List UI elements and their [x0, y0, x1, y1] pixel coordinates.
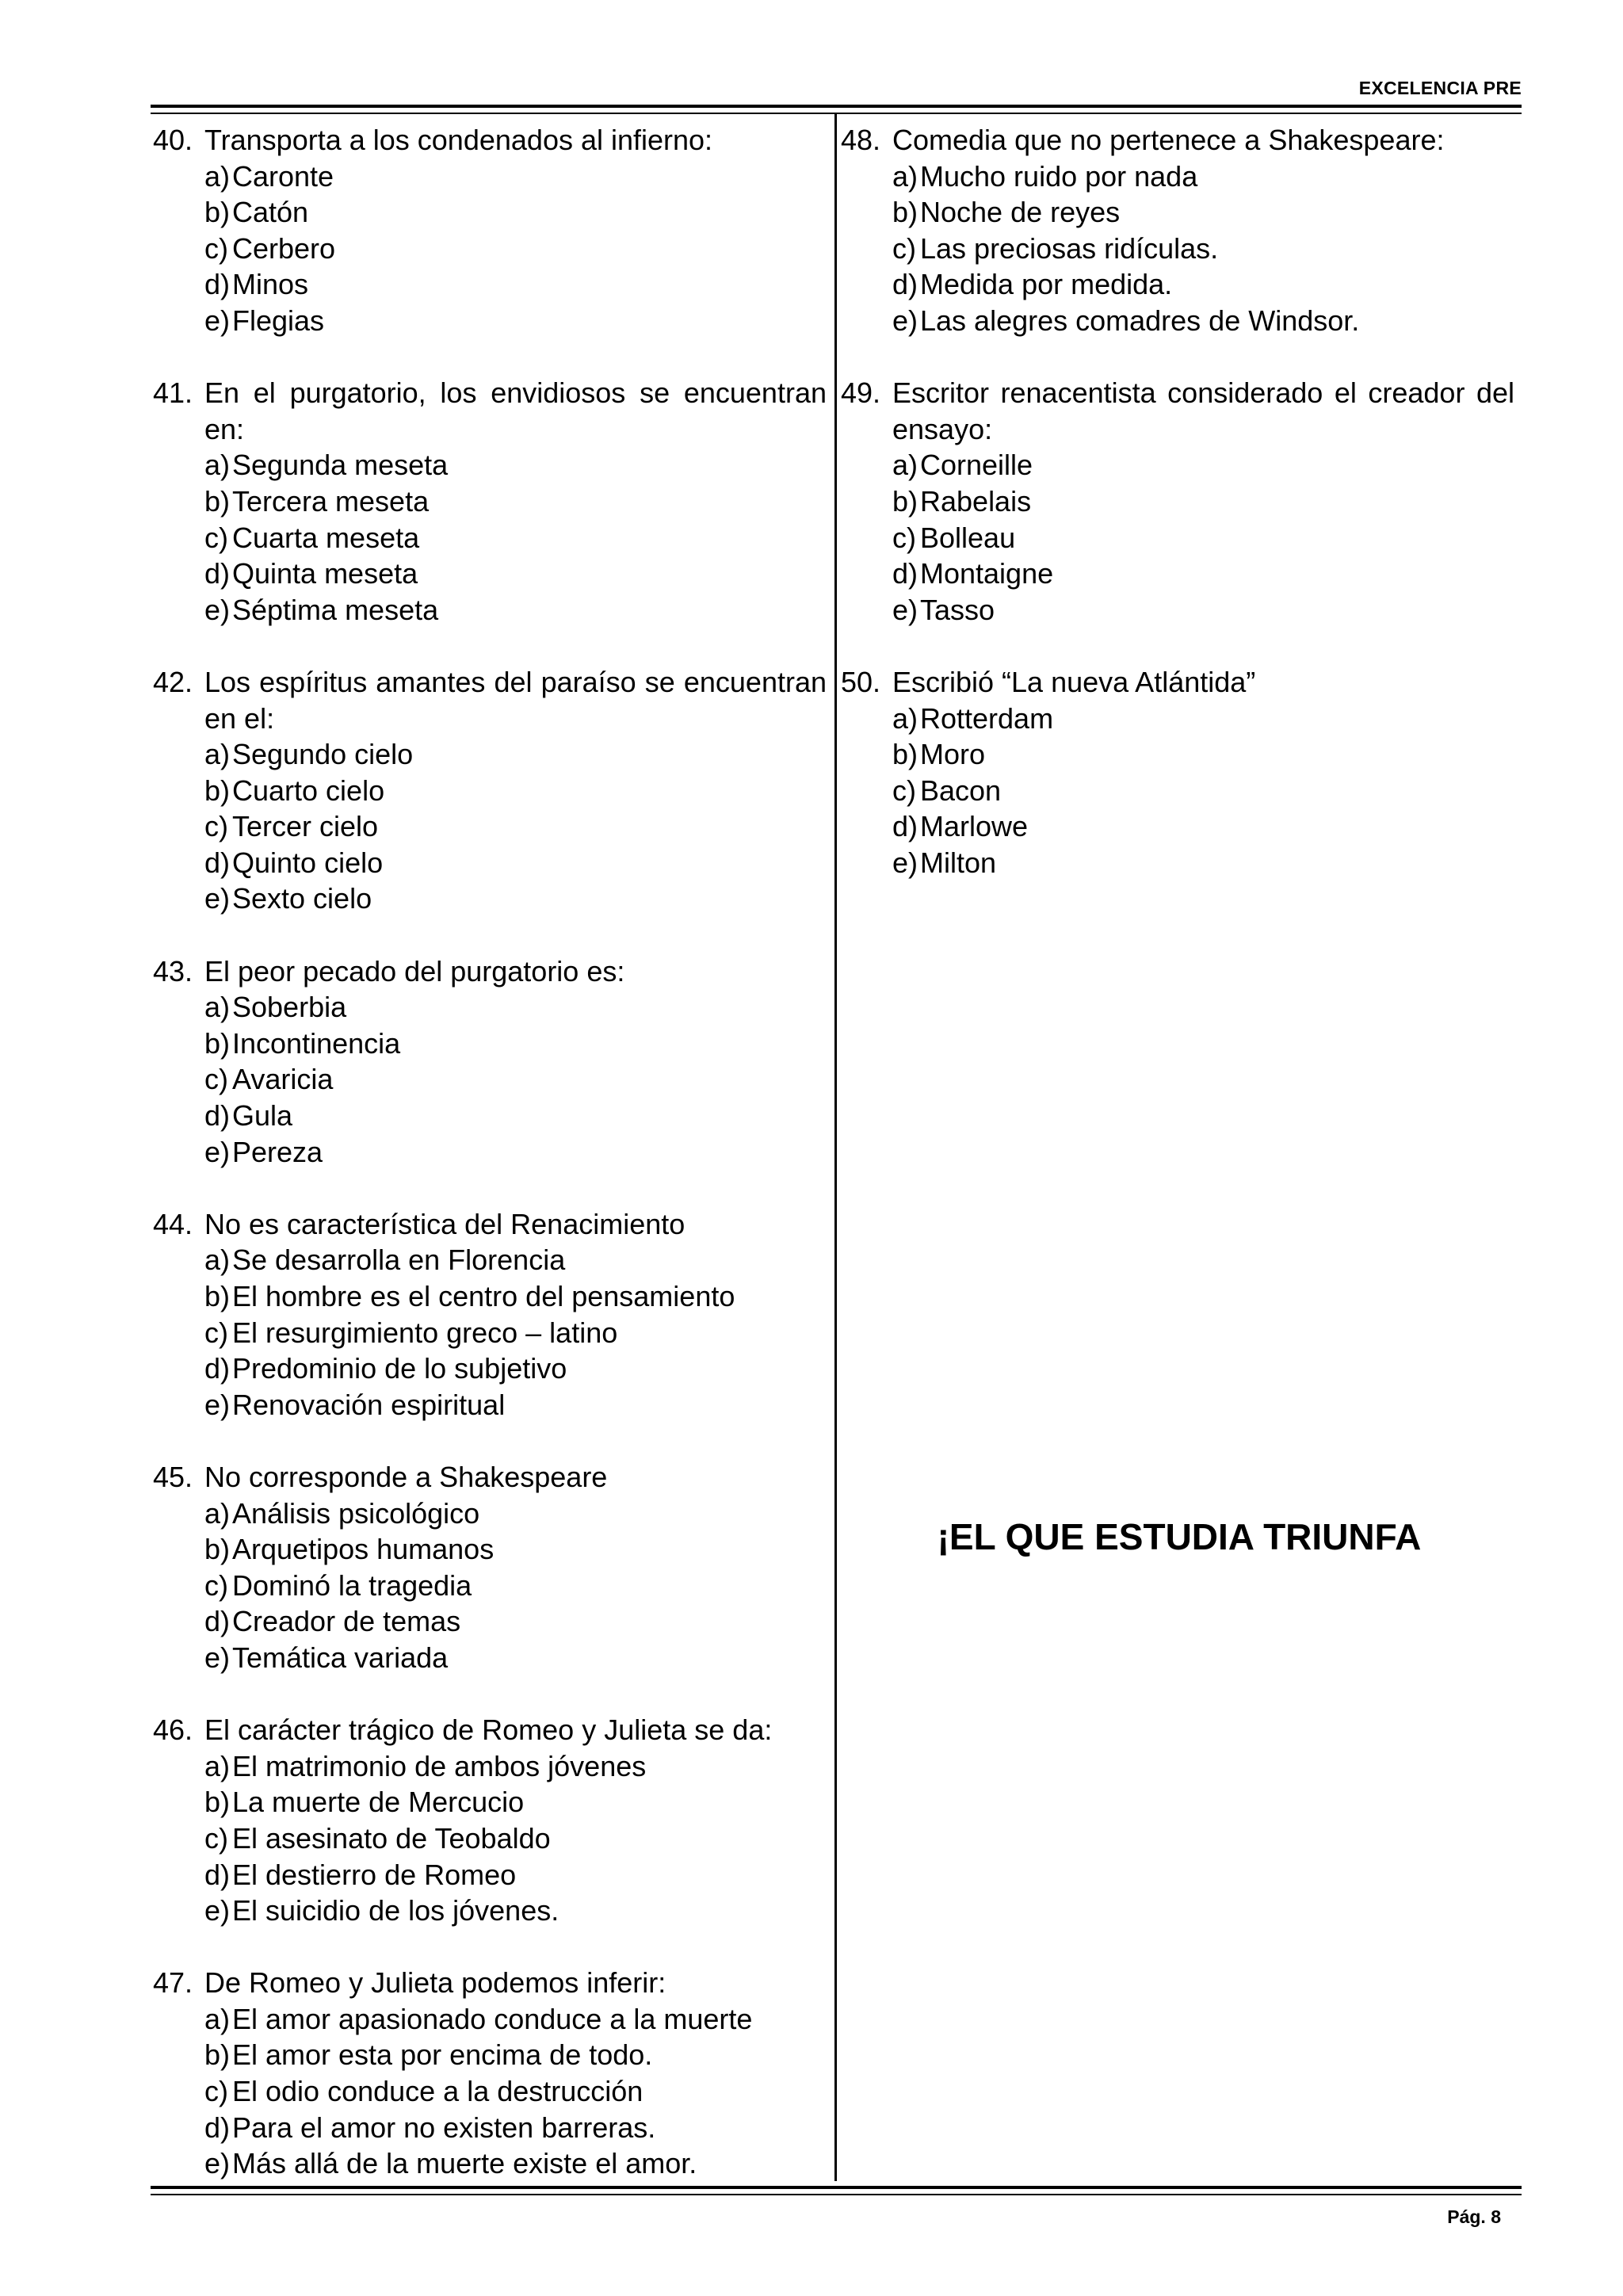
question-number: 44.	[153, 1207, 193, 1240]
answer-option	[153, 1134, 827, 1171]
slogan: ¡EL QUE ESTUDIA TRIUNFA	[937, 1516, 1422, 1557]
answer-option	[153, 1387, 827, 1423]
option-text: Corneille	[920, 449, 1033, 482]
question-line	[153, 1965, 827, 2001]
option-text: Minos	[232, 268, 309, 301]
option-text: Noche de reyes	[920, 196, 1121, 229]
question-line	[841, 664, 1514, 701]
option-text: Medida por medida.	[920, 268, 1173, 301]
option-letter: c)	[204, 1568, 228, 1602]
option-letter: c)	[204, 2075, 228, 2108]
question-number: 45.	[153, 1460, 193, 1493]
question-text: El peor pecado del purgatorio es:	[204, 954, 625, 988]
option-text: Mucho ruido por nada	[920, 159, 1198, 193]
answer-option	[153, 447, 827, 483]
question-block	[153, 375, 827, 628]
option-letter: c)	[204, 1821, 228, 1855]
answer-option	[153, 2037, 827, 2073]
option-text: Bacon	[920, 774, 1002, 807]
option-text: Cerbero	[232, 231, 336, 265]
question-text: Los espíritus amantes del paraíso se encuentran en el:	[204, 665, 827, 735]
answer-option	[153, 266, 827, 303]
page-number: Pág. 8	[1447, 2206, 1501, 2227]
answer-option	[153, 1315, 827, 1351]
answer-option	[153, 736, 827, 773]
answer-option	[153, 1820, 827, 1857]
question-block	[153, 1712, 827, 1929]
option-text: Avaricia	[232, 1063, 334, 1096]
option-letter: a)	[204, 449, 231, 482]
option-text: Cuarto cielo	[232, 774, 385, 807]
option-text: Dominó la tragedia	[232, 1568, 472, 1602]
option-text: Montaigne	[920, 557, 1054, 590]
option-text: Creador de temas	[232, 1605, 461, 1638]
option-text: Marlowe	[920, 810, 1029, 843]
option-text: Se desarrolla en Florencia	[232, 1244, 566, 1277]
option-letter: d)	[892, 268, 918, 301]
option-text: Temática variada	[232, 1641, 449, 1674]
option-text: Bolleau	[920, 521, 1016, 554]
question-text: El carácter trágico de Romeo y Julieta se da:	[204, 1713, 773, 1747]
option-letter: e)	[204, 1894, 231, 1927]
answer-option	[153, 1784, 827, 1820]
option-text: Pereza	[232, 1135, 323, 1168]
option-text: El amor esta por encima de todo.	[232, 2038, 653, 2072]
option-text: El matrimonio de ambos jóvenes	[232, 1749, 647, 1782]
option-letter: b)	[204, 1280, 231, 1312]
column-divider	[834, 114, 837, 2181]
option-text: Las alegres comadres de Windsor.	[920, 304, 1360, 337]
option-letter: a)	[204, 738, 231, 771]
question-line	[153, 664, 827, 736]
option-text: Séptima meseta	[232, 593, 439, 626]
answer-option	[153, 1640, 827, 1676]
option-letter: c)	[204, 521, 228, 554]
question-line	[841, 375, 1514, 447]
option-letter: a)	[204, 991, 231, 1024]
question-text: Transporta a los condenados al infierno:	[204, 124, 713, 156]
option-letter: a)	[204, 1496, 231, 1530]
question-block	[153, 1459, 827, 1676]
answer-option	[153, 1531, 827, 1568]
option-text: Renovación espiritual	[232, 1388, 506, 1421]
answer-option	[153, 1278, 827, 1315]
option-letter: d)	[204, 2111, 231, 2144]
option-text: Gula	[232, 1099, 293, 1133]
option-text: Caronte	[232, 159, 334, 193]
option-letter: e)	[204, 882, 231, 915]
option-text: Segundo cielo	[232, 738, 414, 771]
answer-option	[153, 1857, 827, 1893]
option-text: Soberbia	[232, 991, 347, 1024]
option-letter: b)	[204, 1533, 231, 1566]
option-letter: d)	[892, 557, 918, 590]
option-letter: c)	[204, 1063, 228, 1096]
question-number: 41.	[153, 376, 193, 410]
answer-option	[153, 989, 827, 1026]
option-letter: b)	[892, 196, 918, 229]
question-text: Escritor renacentista considerado el creador del ensayo:	[892, 376, 1514, 445]
answer-option	[841, 808, 1514, 845]
option-letter: e)	[204, 593, 231, 626]
right-column	[841, 122, 1514, 917]
option-letter: a)	[892, 701, 918, 735]
option-letter: d)	[204, 268, 231, 301]
question-number: 40.	[153, 124, 193, 156]
question-block	[153, 122, 827, 339]
option-text: La muerte de Mercucio	[232, 1786, 525, 1819]
answer-option	[841, 447, 1514, 483]
answer-option	[841, 231, 1514, 267]
option-letter: b)	[204, 196, 231, 229]
question-text: Comedia que no pertenece a Shakespeare:	[892, 124, 1445, 156]
answer-option	[153, 194, 827, 231]
question-line	[841, 122, 1514, 159]
answer-option	[153, 1350, 827, 1387]
answer-option	[153, 1568, 827, 1604]
question-text: En el purgatorio, los envidiosos se encuentran en:	[204, 376, 827, 445]
option-letter: e)	[204, 1388, 231, 1421]
option-text: Milton	[920, 846, 997, 879]
left-column	[153, 122, 827, 2218]
question-number: 50.	[841, 665, 881, 698]
answer-option	[841, 303, 1514, 339]
question-block	[841, 122, 1514, 339]
option-text: Más allá de la muerte existe el amor.	[232, 2147, 697, 2180]
question-text: Escribió “La nueva Atlántida”	[892, 665, 1256, 698]
question-block	[153, 1206, 827, 1423]
answer-option	[841, 266, 1514, 303]
option-letter: c)	[204, 231, 228, 265]
option-text: Para el amor no existen barreras.	[232, 2111, 656, 2144]
option-letter: b)	[892, 484, 918, 518]
answer-option	[153, 2145, 827, 2182]
answer-option	[153, 773, 827, 809]
answer-option	[841, 845, 1514, 881]
option-letter: b)	[204, 774, 231, 807]
option-text: Las preciosas ridículas.	[920, 231, 1219, 265]
option-letter: a)	[204, 2002, 231, 2035]
option-letter: d)	[204, 1352, 231, 1385]
option-letter: e)	[892, 593, 918, 626]
answer-option	[153, 159, 827, 195]
option-text: Sexto cielo	[232, 882, 372, 915]
question-number: 47.	[153, 1966, 193, 2000]
option-text: El odio conduce a la destrucción	[232, 2075, 643, 2108]
option-text: Análisis psicológico	[232, 1496, 480, 1530]
option-text: El destierro de Romeo	[232, 1858, 517, 1891]
answer-option	[153, 1026, 827, 1062]
option-letter: b)	[892, 738, 918, 771]
option-letter: e)	[204, 1135, 231, 1168]
answer-option	[153, 2073, 827, 2110]
option-text: El suicidio de los jóvenes.	[232, 1894, 559, 1927]
option-text: Flegias	[232, 304, 325, 337]
answer-option	[153, 1242, 827, 1278]
question-block	[841, 664, 1514, 881]
question-number: 49.	[841, 376, 881, 410]
answer-option	[841, 701, 1514, 737]
answer-option	[153, 592, 827, 628]
option-text: Rabelais	[920, 484, 1032, 518]
answer-option	[841, 556, 1514, 592]
question-number: 46.	[153, 1713, 193, 1747]
option-letter: d)	[204, 557, 231, 590]
answer-option	[153, 483, 827, 520]
answer-option	[153, 1603, 827, 1640]
option-text: El asesinato de Teobaldo	[232, 1821, 551, 1855]
answer-option	[153, 520, 827, 556]
option-letter: e)	[892, 304, 918, 337]
question-line	[153, 122, 827, 159]
answer-option	[153, 1893, 827, 1929]
option-letter: a)	[204, 1749, 231, 1782]
answer-option	[841, 194, 1514, 231]
question-number: 42.	[153, 665, 193, 698]
answer-option	[153, 556, 827, 592]
answer-option	[153, 1061, 827, 1098]
answer-option	[841, 592, 1514, 628]
option-text: Quinto cielo	[232, 846, 384, 879]
option-letter: a)	[204, 1244, 231, 1277]
option-letter: c)	[892, 774, 916, 807]
option-letter: b)	[204, 1786, 231, 1819]
option-text: El hombre es el centro del pensamiento	[232, 1280, 735, 1312]
option-text: Cuarta meseta	[232, 521, 420, 554]
question-block	[153, 953, 827, 1171]
answer-option	[841, 736, 1514, 773]
question-number: 48.	[841, 124, 881, 156]
option-text: Tasso	[920, 593, 995, 626]
option-letter: c)	[204, 810, 228, 843]
option-text: Segunda meseta	[232, 449, 449, 482]
question-block	[153, 664, 827, 917]
option-letter: c)	[892, 231, 916, 265]
option-letter: d)	[204, 1858, 231, 1891]
option-text: Arquetipos humanos	[232, 1533, 495, 1566]
answer-option	[153, 1748, 827, 1785]
header-rule	[151, 105, 1522, 108]
option-text: Tercera meseta	[232, 484, 430, 518]
option-text: Moro	[920, 738, 986, 771]
option-letter: b)	[204, 484, 231, 518]
option-text: Incontinencia	[232, 1026, 401, 1060]
question-text: No corresponde a Shakespeare	[204, 1460, 608, 1493]
option-letter: d)	[204, 1605, 231, 1638]
option-letter: d)	[204, 846, 231, 879]
question-line	[153, 375, 827, 447]
question-line	[153, 1712, 827, 1748]
answer-option	[153, 1098, 827, 1134]
question-block	[841, 375, 1514, 628]
answer-option	[841, 483, 1514, 520]
answer-option	[153, 2001, 827, 2038]
question-text: De Romeo y Julieta podemos inferir:	[204, 1966, 666, 2000]
option-text: El amor apasionado conduce a la muerte	[232, 2002, 753, 2035]
answer-option	[841, 159, 1514, 195]
option-letter: b)	[204, 1026, 231, 1060]
answer-option	[153, 808, 827, 845]
option-letter: c)	[204, 1316, 228, 1349]
question-number: 43.	[153, 954, 193, 988]
answer-option	[841, 520, 1514, 556]
option-text: Rotterdam	[920, 701, 1054, 735]
option-letter: e)	[892, 846, 918, 879]
option-letter: b)	[204, 2038, 231, 2072]
answer-option	[153, 845, 827, 881]
answer-option	[153, 1496, 827, 1532]
option-letter: e)	[204, 1641, 231, 1674]
question-line	[153, 953, 827, 990]
option-letter: d)	[892, 810, 918, 843]
option-letter: e)	[204, 304, 231, 337]
footer-rule	[151, 2186, 1522, 2189]
option-letter: a)	[892, 159, 918, 193]
option-text: Predominio de lo subjetivo	[232, 1352, 567, 1385]
answer-option	[153, 881, 827, 917]
answer-option	[153, 231, 827, 267]
option-text: Quinta meseta	[232, 557, 418, 590]
page-header-label: EXCELENCIA PRE	[1358, 78, 1522, 98]
answer-option	[841, 773, 1514, 809]
answer-option	[153, 2110, 827, 2146]
footer-rule-thin	[151, 2194, 1522, 2195]
question-text: No es característica del Renacimiento	[204, 1207, 685, 1240]
answer-option	[153, 303, 827, 339]
option-letter: d)	[204, 1099, 231, 1133]
option-letter: e)	[204, 2147, 231, 2180]
question-line	[153, 1206, 827, 1243]
option-letter: a)	[892, 449, 918, 482]
option-text: Tercer cielo	[232, 810, 379, 843]
option-text: El resurgimiento greco – latino	[232, 1316, 618, 1349]
option-letter: a)	[204, 159, 231, 193]
option-letter: c)	[892, 521, 916, 554]
option-text: Catón	[232, 196, 309, 229]
question-line	[153, 1459, 827, 1496]
question-block	[153, 1965, 827, 2182]
